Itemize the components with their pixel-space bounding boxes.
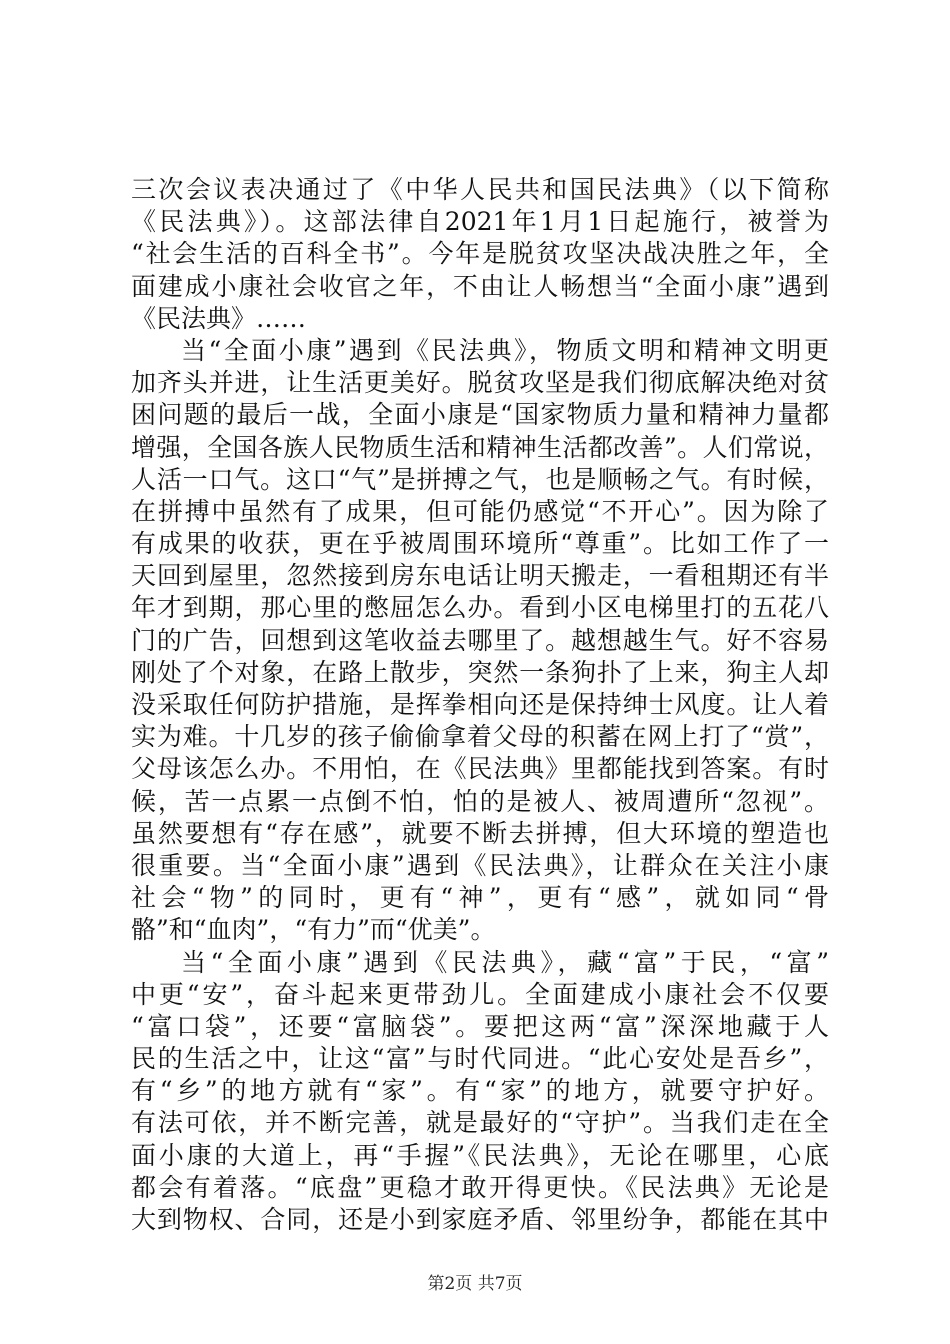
text-line: 候，苦一点累一点倒不怕，怕的是被人、被周遭所“忽视”。 — [131, 786, 829, 816]
text-line: 很重要。当“全面小康”遇到《民法典》，让群众在关注小康 — [131, 850, 829, 880]
text-line: 困问题的最后一战，全面小康是“国家物质力量和精神力量都 — [131, 400, 829, 430]
text-line: 天回到屋里，忽然接到房东电话让明天搬走，一看租期还有半 — [131, 561, 829, 591]
text-line: 有“乡”的地方就有“家”。有“家”的地方，就要守护好。 — [131, 1076, 829, 1106]
text-line: 三次会议表决通过了《中华人民共和国民法典》（以下简称 — [131, 175, 829, 204]
text-line: 有法可依，并不断完善，就是最好的“守护”。当我们走在全 — [131, 1108, 829, 1138]
text-line: 年才到期，那心里的憋屈怎么办。看到小区电梯里打的五花八 — [131, 593, 829, 623]
text-line: 民的生活之中，让这“富”与时代同进。“此心安处是吾乡”， — [131, 1044, 829, 1074]
paragraph-first-line: 当“全面小康”遇到《民法典》，藏“富”于民，“富” — [181, 947, 829, 977]
text-line: 没采取任何防护措施，是挥拳相向还是保持绅士风度。让人着 — [131, 690, 829, 719]
text-line: 增强，全国各族人民物质生活和精神生活都改善”。人们常说， — [131, 432, 829, 462]
text-line: 实为难。十几岁的孩子偷偷拿着父母的积蓄在网上打了“赏”， — [131, 722, 829, 752]
text-line: 面小康的大道上，再“手握”《民法典》，无论在哪里，心底 — [131, 1140, 829, 1170]
text-line: 社会“物”的同时，更有“神”，更有“感”，就如同“骨 — [131, 883, 829, 913]
text-line: 门的广告，回想到这笔收益去哪里了。越想越生气。好不容易 — [131, 625, 829, 655]
text-line: 刚处了个对象，在路上散步，突然一条狗扑了上来，狗主人却 — [131, 657, 829, 687]
text-line: 虽然要想有“存在感”，就要不断去拼搏，但大环境的塑造也 — [131, 818, 829, 848]
text-line: 大到物权、合同，还是小到家庭矛盾、邻里纷争，都能在其中 — [131, 1205, 829, 1234]
text-line: 都会有着落。“底盘”更稳才敢开得更快。《民法典》无论是 — [131, 1172, 829, 1202]
page-footer — [0, 1269, 950, 1294]
page-number-label: 第2页 共7页 — [427, 1274, 523, 1294]
text-line: 加齐头并进，让生活更美好。脱贫攻坚是我们彻底解决绝对贫 — [131, 368, 829, 398]
text-line: 面建成小康社会收官之年，不由让人畅想当“全面小康”遇到 — [131, 271, 829, 301]
text-line: 中更“安”，奋斗起来更带劲儿。全面建成小康社会不仅要 — [131, 979, 829, 1009]
text-line: 骼”和“血肉”，“有力”而“优美”。 — [131, 915, 496, 945]
text-line: 父母该怎么办。不用怕，在《民法典》里都能找到答案。有时 — [131, 754, 829, 784]
text-line: 《民法典》…… — [131, 303, 307, 333]
paragraph-first-line: 当“全面小康”遇到《民法典》，物质文明和精神文明更 — [181, 335, 829, 365]
text-line: 在拼搏中虽然有了成果，但可能仍感觉“不开心”。因为除了 — [131, 496, 829, 526]
body-text — [131, 174, 829, 1236]
text-line: 有成果的收获，更在乎被周围环境所“尊重”。比如工作了一 — [131, 529, 829, 559]
text-line: “社会生活的百科全书”。今年是脱贫攻坚决战决胜之年，全 — [131, 239, 829, 269]
text-line: 人活一口气。这口“气”是拼搏之气，也是顺畅之气。有时候， — [131, 464, 829, 494]
text-line: “富口袋”，还要“富脑袋”。要把这两“富”深深地藏于人 — [131, 1011, 829, 1041]
text-line: 《民法典》）。这部法律自2021年1月1日起施行，被誉为 — [131, 207, 829, 237]
